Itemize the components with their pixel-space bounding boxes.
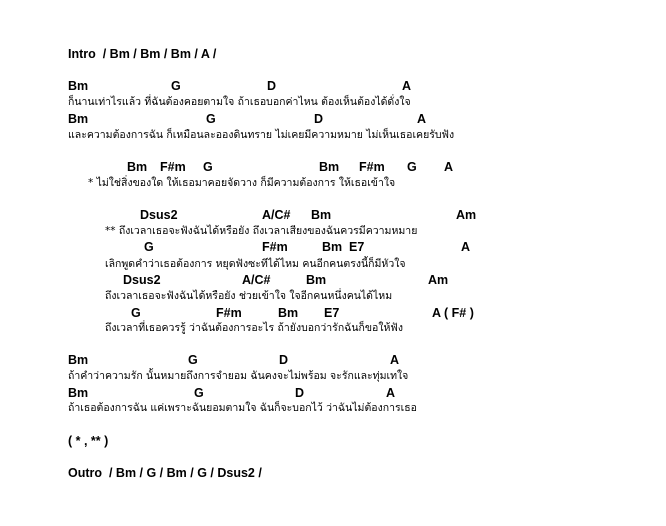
intro-label: Intro [68,47,96,61]
chord: D [279,353,289,367]
lyric-line: ถึงเวลาเธอจะฟังฉันได้หรือยัง ช่วยเข้าใจ ใจอีกคนหนึ่งคนได้ไหม [105,290,393,302]
chord: Bm [68,353,89,367]
lyric-text: ไม่ใช่สิ่งของใด ให้เธอมาคอยจัดวาง ก็มีความต้องการ ให้เธอเข้าใจ [96,177,396,189]
repeat-note: ( * , ** ) [68,434,109,448]
outro-progression: / Bm / G / Bm / G / Dsus2 / [108,466,262,480]
chord: Am [428,273,449,287]
section-marker: * [88,177,94,189]
section-marker: ** [105,225,116,237]
chord: Bm [322,240,343,254]
chord: F#m [262,240,288,254]
chord: E7 [324,306,340,320]
lyric-line: เลิกพูดคำว่าเธอต้องการ หยุดฟังซะทีได้ไหม คนอีกคนตรงนี้ก็มีหัวใจ [105,258,406,270]
intro-progression: / Bm / Bm / Bm / A / [102,47,217,61]
chord: A ( F# ) [432,306,474,320]
chord: Bm [278,306,299,320]
chord: G [144,240,154,254]
chord: G [194,386,204,400]
chord: G [206,112,216,126]
chord: G [188,353,198,367]
chord: A/C# [262,208,291,222]
lyric-line: และความต้องการฉัน ก็เหมือนละอองดินทราย ไม่เคยมีความหมาย ไม่เห็นเธอเคยรับฟัง [68,129,455,141]
chord: E7 [349,240,365,254]
chord: A [444,160,454,174]
chord: Bm [319,160,340,174]
chord: D [267,79,277,93]
lyric-line: ถ้าคำว่าความรัก นั้นหมายถึงการจำยอม ฉันคงจะไม่พร้อม จะรักและทุ่มเทใจ [68,370,409,382]
lyric-line: ถึงเวลาที่เธอควรรู้ ว่าฉันต้องการอะไร ถ้ายังบอกว่ารักฉันก็ขอให้ฟัง [105,322,403,334]
chord: A [390,353,400,367]
chord: A [402,79,412,93]
chord: Bm [68,112,89,126]
outro-line [68,467,262,480]
chord: Dsus2 [123,273,161,287]
chord: D [295,386,305,400]
chord: Bm [306,273,327,287]
intro-line [68,48,216,61]
chord: G [407,160,417,174]
chord: D [314,112,324,126]
chord: G [171,79,181,93]
chord: A/C# [242,273,271,287]
chord: F#m [216,306,242,320]
lyric-text: ถึงเวลาเธอจะฟังฉันได้หรือยัง ถึงเวลาเสียงของฉันควรมีความหมาย [118,225,418,237]
chord: Am [456,208,477,222]
chord: F#m [359,160,385,174]
chord: A [417,112,427,126]
chord: G [203,160,213,174]
chord: F#m [160,160,186,174]
chord: A [386,386,396,400]
chord: G [131,306,141,320]
chord: Bm [311,208,332,222]
chord: Bm [68,386,89,400]
outro-label: Outro [68,466,103,480]
chord: A [461,240,471,254]
chord: Bm [68,79,89,93]
chord: Dsus2 [140,208,178,222]
lyric-line [105,226,417,237]
lyric-line [88,178,395,189]
lyric-line: ถ้าเธอต้องการฉัน แค่เพราะฉันยอมตามใจ ฉันก็จะบอกไว้ ว่าฉันไม่ต้องการเธอ [68,402,417,414]
lyric-line: ก็นานเท่าไรแล้ว ที่ฉันต้องคอยตามใจ ถ้าเธอบอกค่าไหน ต้องเห็นต้องได้ดั่งใจ [68,96,411,108]
chord: Bm [127,160,148,174]
